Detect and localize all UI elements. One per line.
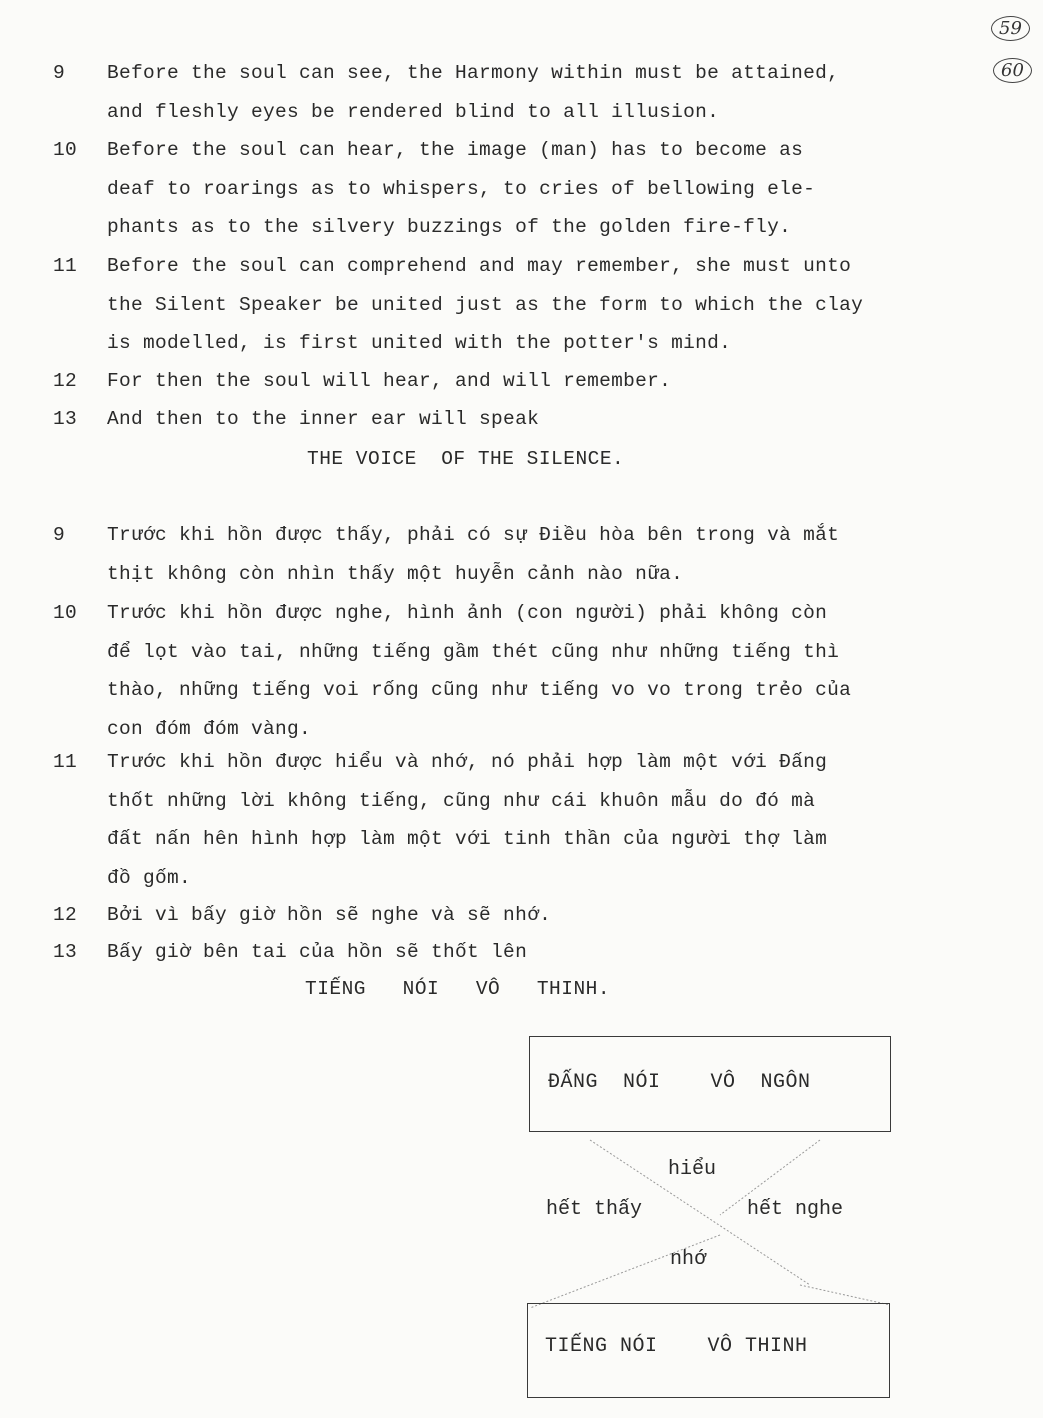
- verse-line: con đóm đóm vàng.: [107, 717, 312, 740]
- verse-line: đồ gốm.: [107, 866, 192, 889]
- verse-line: the Silent Speaker be united just as the form to which the clay: [107, 293, 864, 316]
- verse-number: 11: [53, 751, 78, 773]
- verse-line: Bởi vì bấy giờ hồn sẽ nghe và sẽ nhớ.: [107, 904, 552, 926]
- verse-line: Before the soul can see, the Harmony within must be attained,: [107, 62, 840, 84]
- diagram-word-right: hết nghe: [747, 1198, 844, 1221]
- top-box-label: ĐẤNG NÓI VÔ NGÔN: [548, 1071, 811, 1094]
- verse-line: thịt không còn nhìn thấy một huyễn cảnh nào nữa.: [107, 562, 684, 585]
- bottom-box-label: TIẾNG NÓI VÔ THINH: [545, 1335, 808, 1358]
- vietnamese-heading: TIẾNG NÓI VÔ THINH.: [305, 978, 611, 1000]
- english-heading: THE VOICE OF THE SILENCE.: [307, 448, 625, 470]
- verse-line: And then to the inner ear will speak: [107, 408, 540, 430]
- verse-line: Before the soul can comprehend and may remember, she must unto: [107, 255, 852, 277]
- verse-line: để lọt vào tai, những tiếng gầm thét cũng như những tiếng thì: [107, 640, 840, 663]
- diagram-word-top: hiểu: [668, 1158, 717, 1181]
- verse-number: 10: [53, 602, 78, 624]
- verse-line: is modelled, is first united with the potter's mind.: [107, 332, 732, 354]
- diagram-word-left: hết thấy: [546, 1198, 643, 1221]
- verse-line: Trước khi hồn được hiểu và nhớ, nó phải hợp làm một với Đấng: [107, 751, 828, 773]
- verse-line: For then the soul will hear, and will remember.: [107, 370, 672, 392]
- verse-line: thào, những tiếng voi rống cũng như tiếng vo vo trong trẻo của: [107, 679, 852, 701]
- verse-number: 10: [53, 139, 78, 161]
- verse-line: Before the soul can hear, the image (man) has to become as: [107, 139, 804, 161]
- verse-number: 9: [53, 62, 66, 84]
- verse-number: 12: [53, 904, 78, 926]
- page-number-old: 59: [991, 16, 1030, 41]
- verse-number: 13: [53, 941, 78, 963]
- verse-number: 12: [53, 370, 78, 392]
- page-number-new: 60: [993, 58, 1032, 83]
- verse-line: thốt những lời không tiếng, cũng như cái khuôn mẫu do đó mà: [107, 789, 816, 812]
- verse-line: deaf to roarings as to whispers, to cries of bellowing ele-: [107, 177, 816, 200]
- verse-line: Trước khi hồn được nghe, hình ảnh (con người) phải không còn: [107, 602, 828, 624]
- verse-line: Trước khi hồn được thấy, phải có sự Điều hòa bên trong và mắt: [107, 524, 840, 546]
- verse-number: 11: [53, 255, 78, 277]
- verse-number: 9: [53, 524, 66, 546]
- verse-number: 13: [53, 408, 78, 430]
- diagram-word-bottom: nhớ: [670, 1248, 707, 1271]
- verse-line: phants as to the silvery buzzings of the golden fire-fly.: [107, 216, 792, 238]
- verse-line: Bấy giờ bên tai của hồn sẽ thốt lên: [107, 941, 528, 963]
- verse-line: and fleshly eyes be rendered blind to all illusion.: [107, 100, 720, 123]
- verse-line: đất nấn hên hình hợp làm một với tinh thần của người thợ làm: [107, 828, 828, 850]
- bottom-box: [527, 1303, 890, 1398]
